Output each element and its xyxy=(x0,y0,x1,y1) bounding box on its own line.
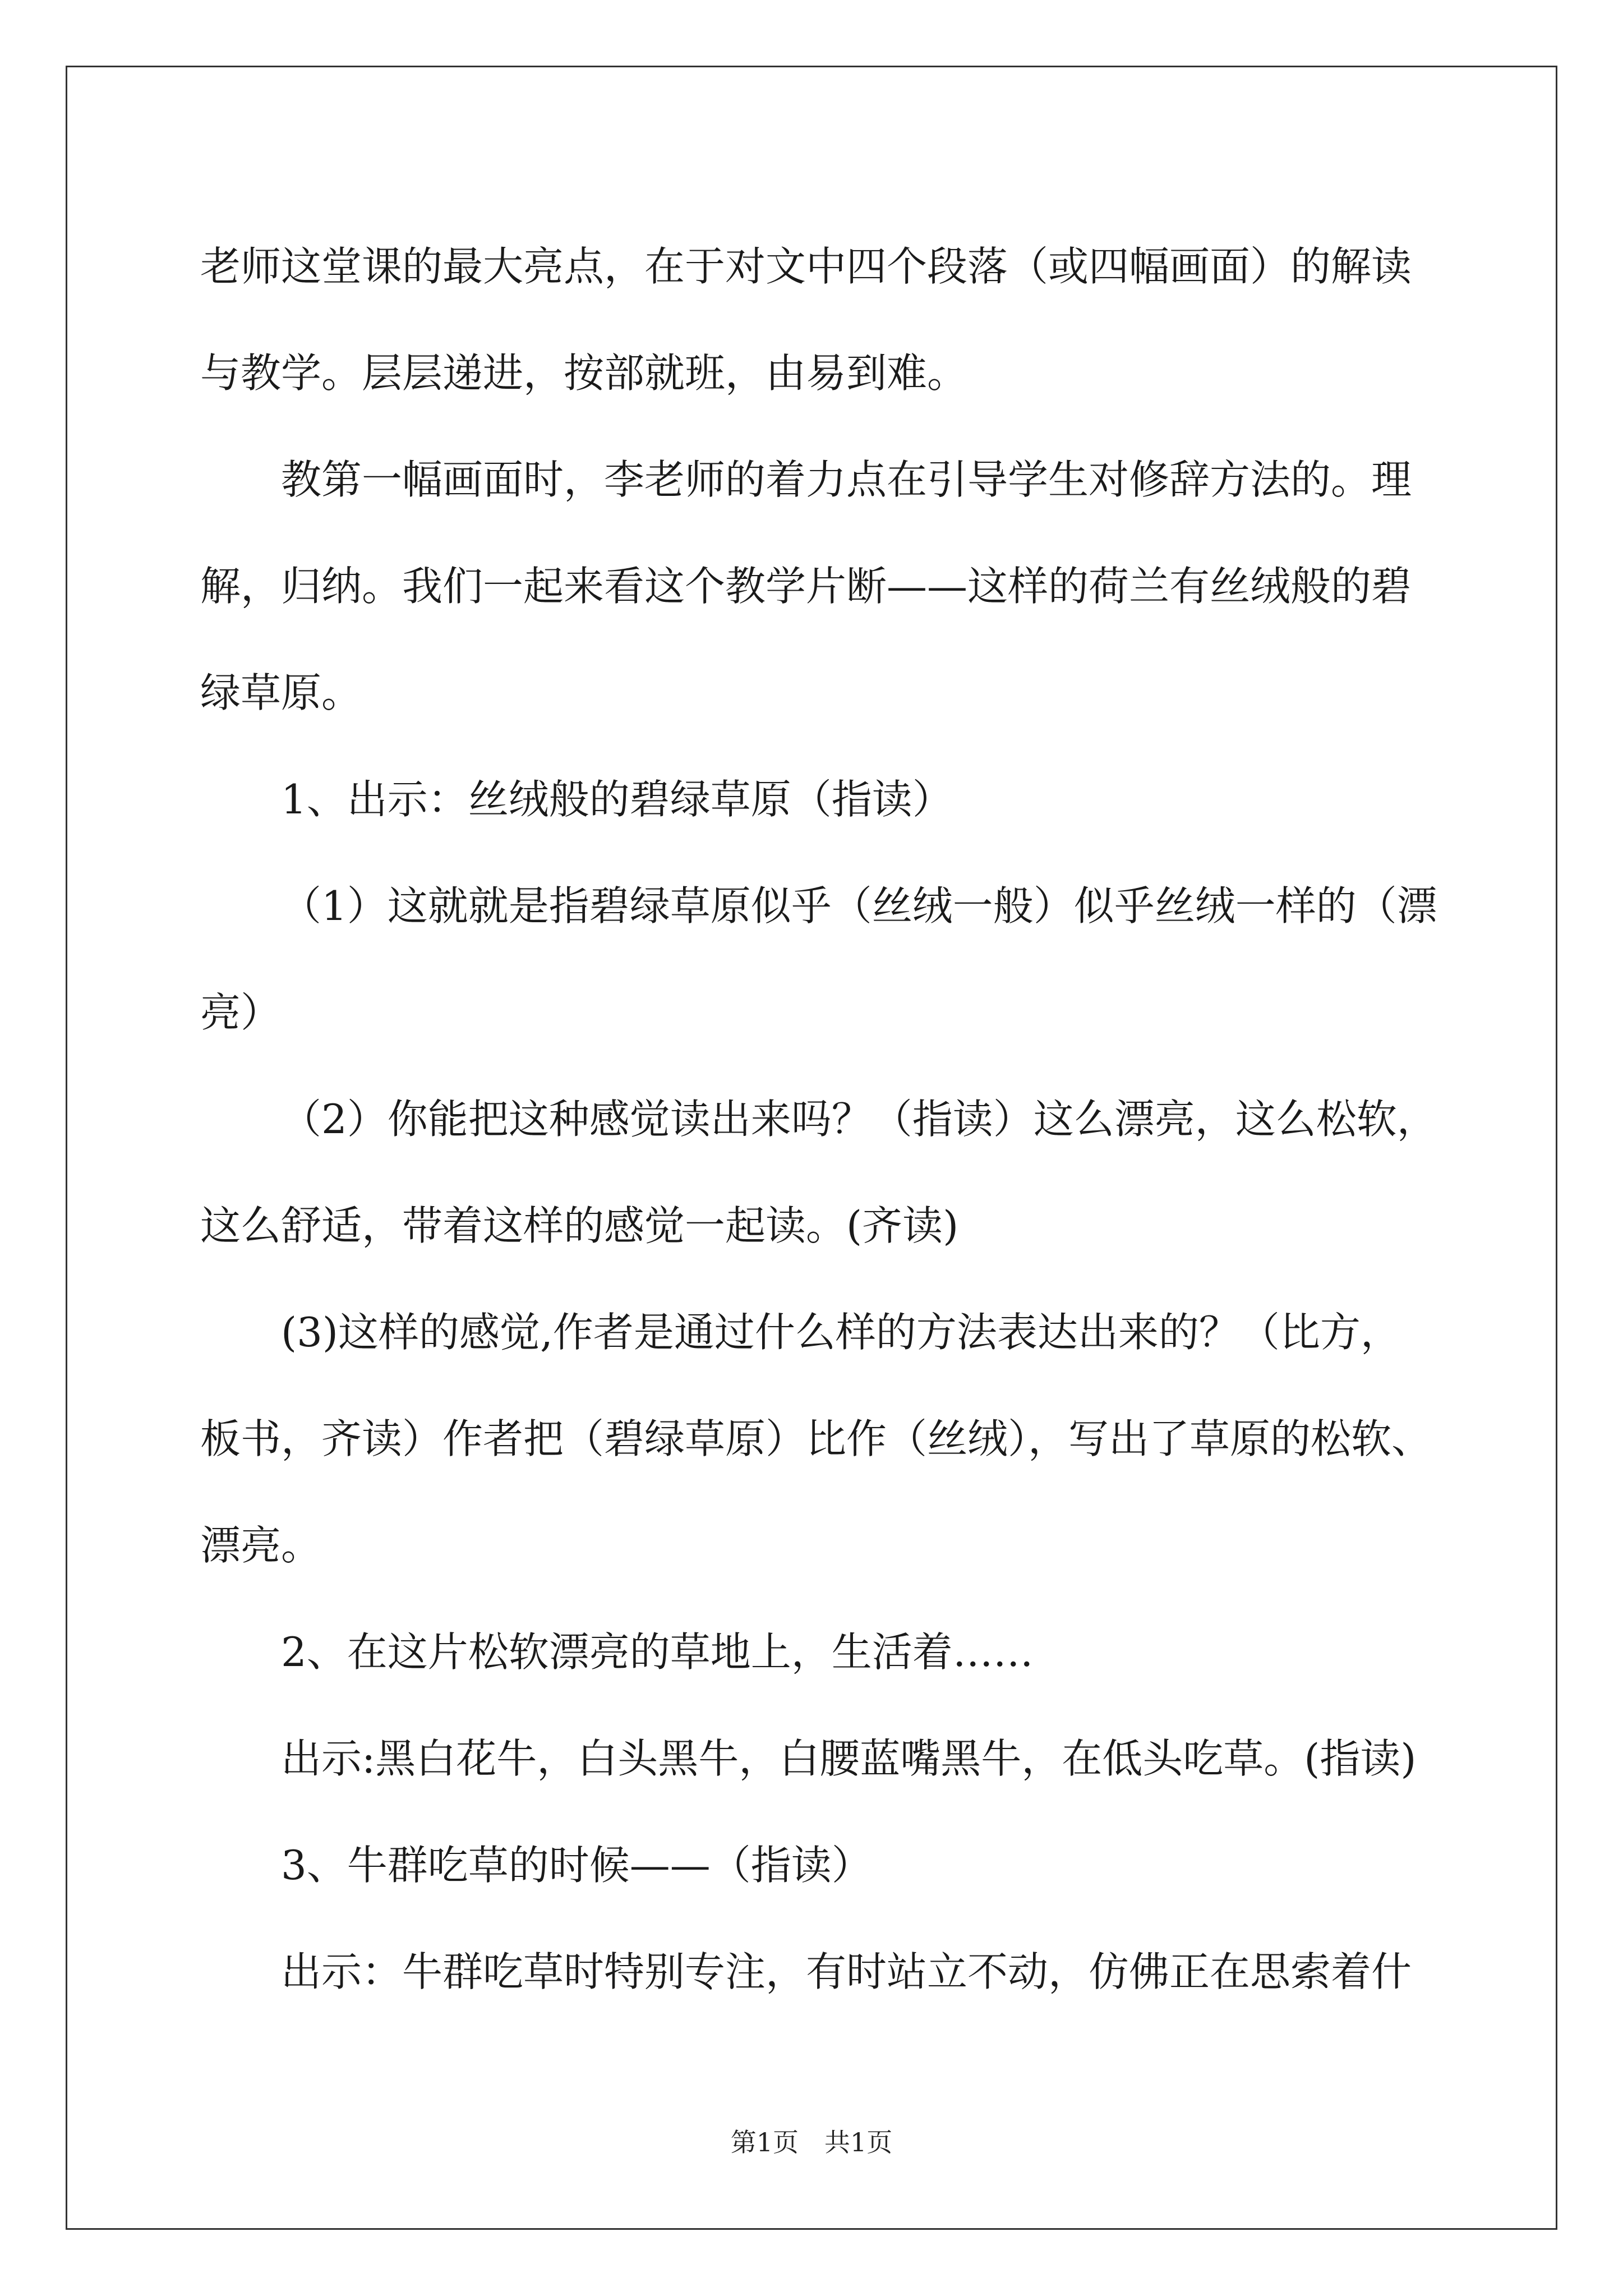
text-line: 出示:黑白花牛，白头黑牛，白腰蓝嘴黑牛，在低头吃草。(指读) xyxy=(281,1735,1417,1782)
text-line: 这么舒适，带着这样的感觉一起读。(齐读) xyxy=(200,1202,959,1249)
text-line: 与教学。层层递进，按部就班，由易到难。 xyxy=(200,349,968,397)
text-line: 1、出示：丝绒般的碧绿草原（指读） xyxy=(281,776,953,823)
document-body xyxy=(200,213,1437,2025)
text-line: 板书，齐读）作者把（碧绿草原）比作（丝绒），写出了草原的松软、 xyxy=(200,1415,1432,1462)
text-line: 教第一幅画面时，李老师的着力点在引导学生对修辞方法的。理 xyxy=(281,456,1412,503)
text-line: (3)这样的感觉,作者是通过什么样的方法表达出来的？（比方， xyxy=(281,1309,1401,1356)
text-line: 亮） xyxy=(200,989,282,1036)
text-line: 3、牛群吃草的时候——（指读） xyxy=(281,1842,872,1889)
text-line: 漂亮。 xyxy=(200,1522,322,1569)
text-line: 2、在这片松软漂亮的草地上，生活着…… xyxy=(281,1628,1034,1676)
text-line: 出示：牛群吃草时特别专注，有时站立不动，仿佛正在思索着什 xyxy=(281,1948,1412,1995)
text-line: 解，归纳。我们一起来看这个教学片断——这样的荷兰有丝绒般的碧 xyxy=(200,563,1412,610)
page-footer: 第1页 共1页 xyxy=(730,2127,893,2157)
text-line: （2）你能把这种感觉读出来吗？（指读）这么漂亮，这么松软， xyxy=(281,1096,1437,1143)
text-line: 绿草原。 xyxy=(200,669,362,716)
text-line: （1）这就就是指碧绿草原似乎（丝绒一般）似乎丝绒一样的（漂 xyxy=(281,882,1437,930)
text-line: 老师这堂课的最大亮点，在于对文中四个段落（或四幅画面）的解读 xyxy=(200,243,1412,290)
